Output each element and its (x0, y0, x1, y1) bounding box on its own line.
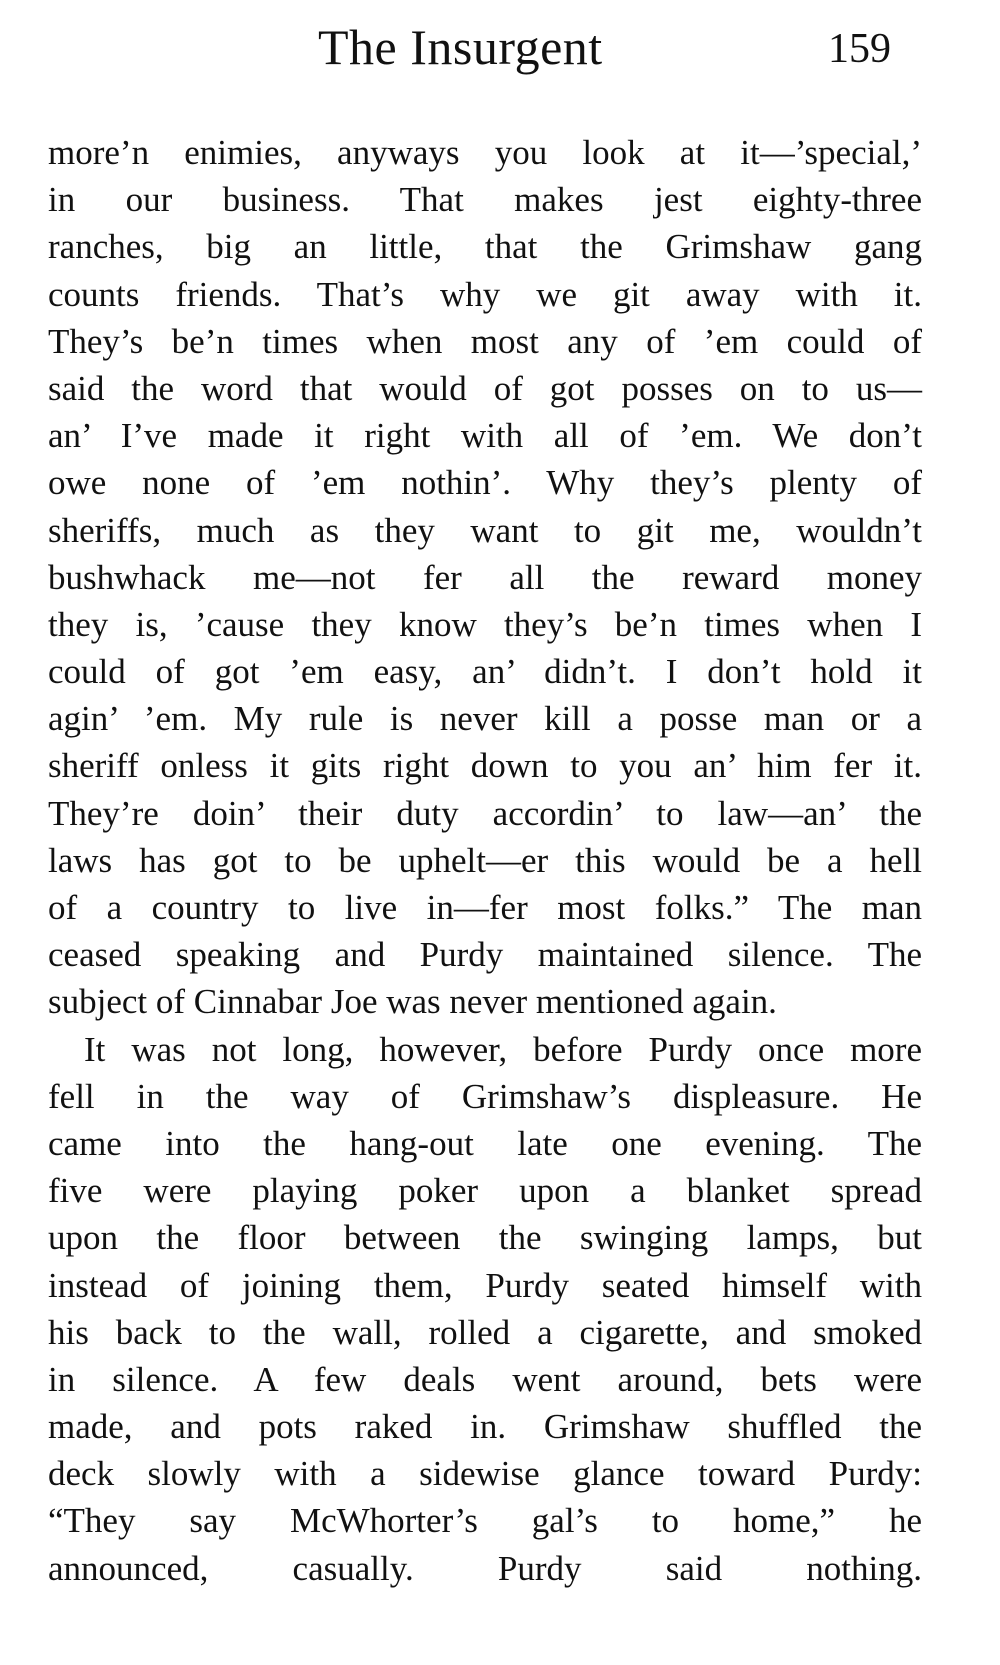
text-line: more’n enimies, anyways you look at it—’special,’ (48, 133, 922, 172)
paragraph-start-line: It was not long, however, before Purdy once more (84, 1029, 922, 1069)
text-line: five were playing poker upon a blanket spread (48, 1171, 922, 1211)
text-line: they is, ’cause they know they’s be’n times when I (48, 604, 922, 644)
text-line: deck slowly with a sidewise glance toward Purdy: (48, 1454, 922, 1494)
text-line: announced, casually. Purdy said nothing. (48, 1548, 922, 1588)
text-line: They’s be’n times when most any of ’em could of (48, 321, 922, 361)
paragraph-end-line: subject of Cinnabar Joe was never mentioned again. (48, 982, 777, 1022)
text-line: They’re doin’ their duty accordin’ to law—an’ the (48, 793, 922, 833)
text-line: of a country to live in—fer most folks.” The man (48, 888, 922, 927)
text-line: in our business. That makes jest eighty-three (48, 180, 922, 220)
text-line: counts friends. That’s why we git away with it. (48, 274, 922, 314)
text-line: an’ I’ve made it right with all of ’em. We don’t (48, 416, 922, 456)
text-line: sheriff onless it gits right down to you an’ him fer it. (48, 746, 922, 786)
text-line: bushwhack me—not fer all the reward money (48, 557, 922, 597)
text-line: “They say McWhorter’s gal’s to home,” he (48, 1501, 922, 1541)
text-line: laws has got to be uphelt—er this would be a hell (48, 840, 922, 880)
running-title: The Insurgent (318, 19, 603, 75)
text-line: instead of joining them, Purdy seated himself with (48, 1265, 922, 1305)
text-line: upon the floor between the swinging lamps, but (48, 1218, 922, 1258)
text-line: could of got ’em easy, an’ didn’t. I don’t hold it (48, 652, 922, 692)
text-line: agin’ ’em. My rule is never kill a posse man or a (48, 699, 922, 739)
text-line: fell in the way of Grimshaw’s displeasure. He (48, 1076, 922, 1116)
text-line: sheriffs, much as they want to git me, wouldn’t (48, 510, 922, 550)
text-line: owe none of ’em nothin’. Why they’s plenty of (48, 463, 922, 503)
text-line: said the word that would of got posses on to us— (48, 368, 922, 408)
text-line: in silence. A few deals went around, bets were (48, 1359, 922, 1399)
page-number: 159 (828, 26, 891, 72)
running-head (0, 12, 1000, 82)
text-line: ceased speaking and Purdy maintained silence. The (48, 935, 922, 975)
text-line: ranches, big an little, that the Grimshaw gang (48, 227, 922, 267)
body-text (48, 129, 922, 1592)
text-line: his back to the wall, rolled a cigarette, and smoked (48, 1312, 922, 1352)
text-line: made, and pots raked in. Grimshaw shuffled the (48, 1407, 922, 1447)
text-line: came into the hang-out late one evening. The (48, 1123, 922, 1163)
